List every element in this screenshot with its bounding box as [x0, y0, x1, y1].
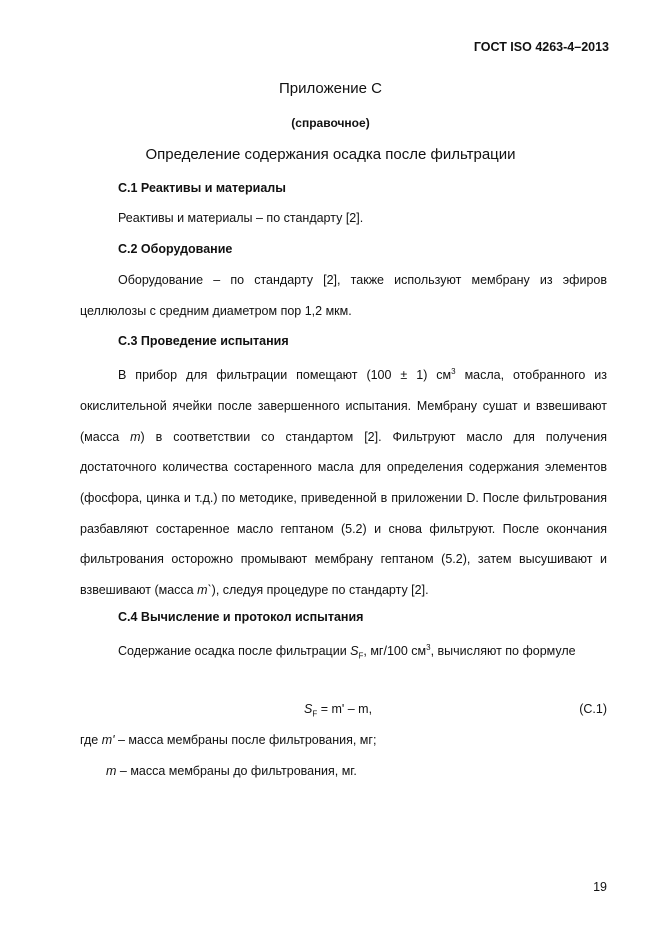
- c4-sup: 3: [426, 643, 431, 652]
- c4-text-mid: , мг/100 см: [363, 644, 427, 659]
- annex-name: Определение содержания осадка после фильтрации: [145, 146, 516, 163]
- c3-var-m2: m`: [197, 583, 212, 598]
- where-prefix: где: [80, 733, 102, 747]
- where-var-2: m: [106, 764, 117, 778]
- c4-text-before: Содержание осадка после фильтрации: [118, 644, 351, 659]
- section-c2-text: Оборудование – по стандарту [2], также используют мембрану из эфиров целлюлозы с средним диаметром пор 1,2 мкм.: [80, 273, 607, 318]
- section-c1-text: Реактивы и материалы – по стандарту [2].: [118, 211, 364, 225]
- where-text-1: – масса мембраны после фильтрования, мг;: [114, 733, 377, 747]
- section-c3-text: [80, 357, 607, 606]
- section-c4-heading: С.4 Вычисление и протокол испытания: [118, 610, 364, 624]
- c4-var-s: S: [350, 644, 359, 659]
- standard-code: ГОСТ ISO 4263-4–2013: [473, 40, 609, 54]
- c3-text-mid2: ) в соответствии со стандартом [2]. Фильтруют масло для получения достаточного количества состаренного масла для определения содержания элементов (фосфора, цинка и т.д.) по методике, приведенной в приложении D. После фильтрования разбавляют состаренное масло гептаном (5.2) и снова фильтруют. После окончания фильтрования осторожно промывают мембрану гептаном (5.2), затем высушивают и взвешивают (масса: [80, 429, 607, 598]
- formula-lhs: S: [304, 702, 313, 716]
- c3-sup: 3: [451, 367, 456, 376]
- page-number: 19: [593, 880, 607, 894]
- where-var-1: m': [101, 733, 115, 747]
- section-c2-heading: С.2 Оборудование: [118, 242, 233, 256]
- formula-lhs-sub: F: [312, 709, 318, 719]
- annex-title: Приложение С: [279, 80, 382, 97]
- formula-rhs: = m' – m,: [317, 702, 373, 716]
- c3-text-mid1: масла, отобранного из окислительной ячейки после завершенного испытания. Мембрану сушат и взвешивают (масса: [80, 368, 607, 444]
- section-c1-heading: С.1 Реактивы и материалы: [118, 181, 286, 195]
- section-c4-text: [80, 633, 607, 672]
- where-line-2: [106, 764, 357, 778]
- c3-var-m: m: [130, 429, 141, 444]
- where-text-2: – масса мембраны до фильтрования, мг.: [116, 764, 357, 778]
- annex-type: (справочное): [291, 116, 370, 130]
- c3-text-end: ), следуя процедуре по стандарту [2].: [211, 583, 429, 598]
- c4-sub-f: F: [358, 651, 364, 661]
- c4-text-end: , вычисляют по формуле: [430, 644, 576, 659]
- formula-number: (С.1): [579, 702, 607, 716]
- c3-text-before: В прибор для фильтрации помещают (100 ± 1) см: [118, 368, 452, 383]
- section-c3-heading: С.3 Проведение испытания: [118, 334, 289, 348]
- formula-c1: [304, 702, 372, 719]
- where-line-1: [80, 733, 376, 747]
